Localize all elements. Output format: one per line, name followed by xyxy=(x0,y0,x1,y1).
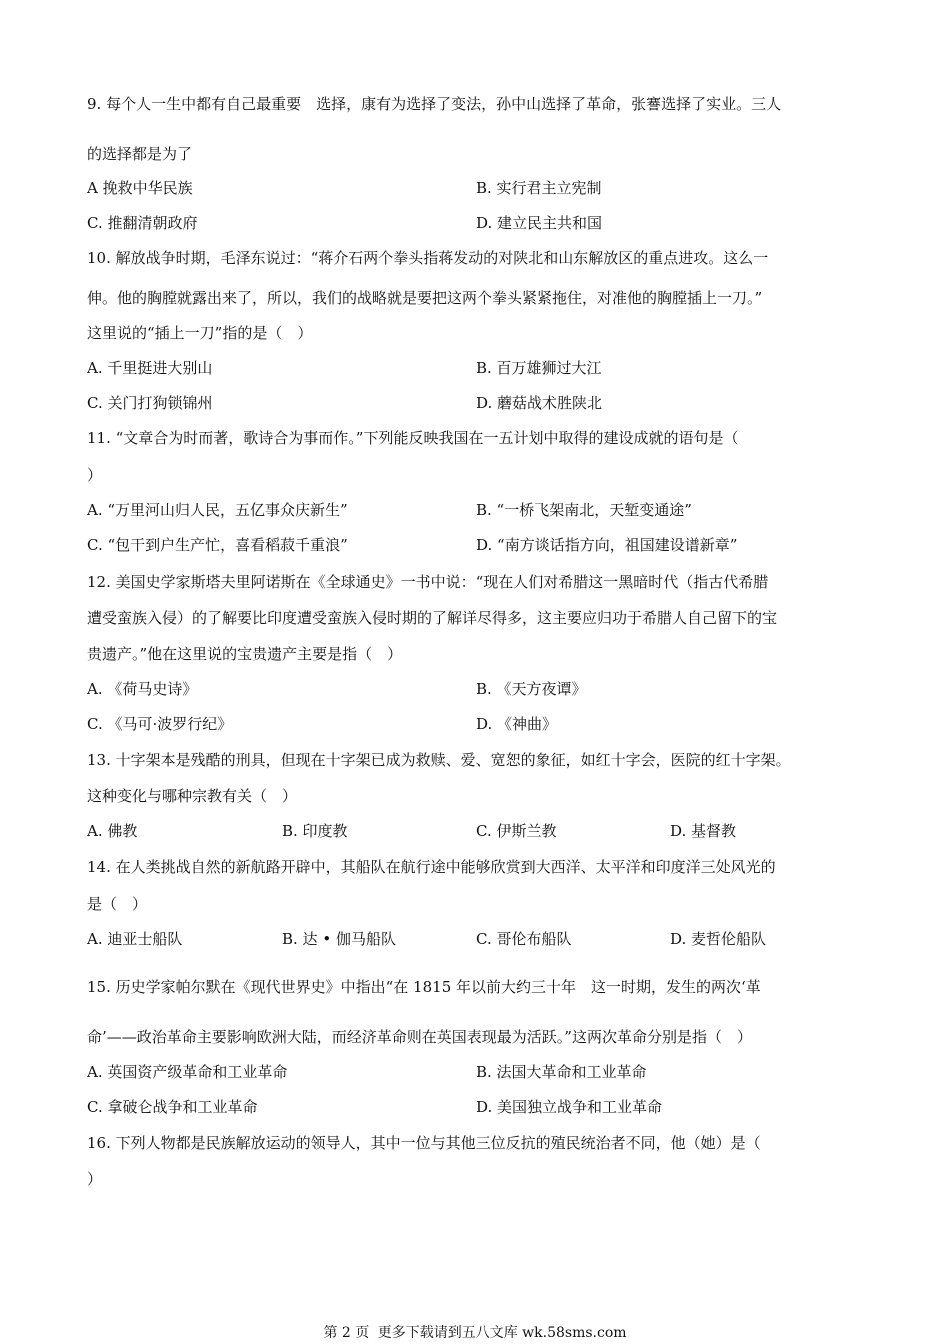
q12-option-d: D. 《神曲》 xyxy=(476,715,558,733)
q13-option-c: C. 伊斯兰教 xyxy=(476,822,557,840)
q14-stem-line-2: 是（ ） xyxy=(87,895,148,913)
q16-stem-line-2: ） xyxy=(87,1170,103,1188)
q15-option-d: D. 美国独立战争和工业革命 xyxy=(476,1098,663,1116)
q9-option-d: D. 建立民主共和国 xyxy=(476,214,603,232)
q12-option-c: C. 《马可·波罗行纪》 xyxy=(87,715,233,733)
q11-option-a: A. “万里河山归人民，五亿事众庆新生” xyxy=(87,501,348,519)
q9-option-a: A 挽救中华民族 xyxy=(87,179,193,197)
q15-option-a: A. 英国资产级革命和工业革命 xyxy=(87,1063,288,1081)
q11-option-c: C. “包干到户生产忙，喜看稻菽千重浪” xyxy=(87,536,348,554)
q14-option-d: D. 麦哲伦船队 xyxy=(670,930,767,948)
q13-stem-line-2: 这种变化与哪种宗教有关（ ） xyxy=(87,787,298,805)
q15-stem-line-1: 15. 历史学家帕尔默在《现代世界史》中指出“在 1815 年以前大约三十年 这一时期，发生的两次‘革 xyxy=(87,978,761,996)
q14-stem-line-1: 14. 在人类挑战自然的新航路开辟中，其船队在航行途中能够欣赏到大西洋、太平洋和印度洋三处风光的 xyxy=(87,858,776,876)
q11-stem-line-1: 11. “文章合为时而著，歌诗合为事而作。”下列能反映我国在一五计划中取得的建设成就的语句是（ xyxy=(87,429,739,447)
q9-stem-line-1: 9. 每个人一生中都有自己最重要 选择，康有为选择了变法，孙中山选择了革命，张謇选择了实业。三人 xyxy=(87,95,782,113)
q10-option-b: B. 百万雄狮过大江 xyxy=(476,359,602,377)
q11-option-b: B. “一桥飞架南北，天堑变通途” xyxy=(476,501,692,519)
q12-stem-line-3: 贵遗产。”他在这里说的宝贵遗产主要是指（ ） xyxy=(87,645,403,663)
q10-stem-line-2: 伸。他的胸膛就露出来了，所以，我们的战略就是要把这两个拳头紧紧拖住，对准他的胸膛插上一刀。” xyxy=(87,289,763,307)
download-promo-link[interactable]: 更多下载请到五八文库 wk.58sms.com xyxy=(377,1325,627,1341)
q13-option-d: D. 基督教 xyxy=(670,822,737,840)
q10-option-a: A. 千里挺进大别山 xyxy=(87,359,213,377)
q9-option-c: C. 推翻清朝政府 xyxy=(87,214,198,232)
q14-option-a: A. 迪亚士船队 xyxy=(87,930,183,948)
q10-stem-line-3: 这里说的“插上一刀”指的是（ ） xyxy=(87,324,313,342)
q14-option-c: C. 哥伦布船队 xyxy=(476,930,572,948)
q10-stem-line-1: 10. 解放战争时期，毛泽东说过：“蒋介石两个拳头指蒋发动的对陕北和山东解放区的重点进攻。这么一 xyxy=(87,249,769,267)
page-footer xyxy=(0,1324,950,1342)
q11-stem-line-2: ） xyxy=(87,466,103,484)
q10-option-c: C. 关门打狗锁锦州 xyxy=(87,394,213,412)
q12-stem-line-2: 遭受蛮族入侵）的了解要比印度遭受蛮族入侵时期的了解详尽得多，这主要应归功于希腊人自己留下的宝 xyxy=(87,609,778,627)
q13-option-a: A. 佛教 xyxy=(87,822,138,840)
q13-stem-line-1: 13. 十字架本是残酷的刑具，但现在十字架已成为救赎、爱、宽恕的象征，如红十字会，医院的红十字架。 xyxy=(87,751,791,769)
q14-option-b: B. 达 • 伽马船队 xyxy=(282,930,396,948)
q12-option-a: A. 《荷马史诗》 xyxy=(87,680,198,698)
q13-option-b: B. 印度教 xyxy=(282,822,348,840)
q16-stem-line-1: 16. 下列人物都是民族解放运动的领导人，其中一位与其他三位反抗的殖民统治者不同，他（她）是（ xyxy=(87,1134,761,1152)
q15-option-c: C. 拿破仑战争和工业革命 xyxy=(87,1098,258,1116)
q9-option-b: B. 实行君主立宪制 xyxy=(476,179,602,197)
q15-stem-line-2: 命’——政治革命主要影响欧洲大陆，而经济革命则在英国表现最为活跃。”这两次革命分别是指（ ） xyxy=(87,1028,752,1046)
q12-option-b: B. 《天方夜谭》 xyxy=(476,680,587,698)
q11-option-d: D. “南方谈话指方向，祖国建设谱新章” xyxy=(476,536,738,554)
q15-option-b: B. 法国大革命和工业革命 xyxy=(476,1063,647,1081)
page-number: 第 2 页 xyxy=(323,1325,370,1341)
q10-option-d: D. 蘑菇战术胜陕北 xyxy=(476,394,603,412)
q12-stem-line-1: 12. 美国史学家斯塔夫里阿诺斯在《全球通史》一书中说：“现在人们对希腊这一黑暗时代（指古代希腊 xyxy=(87,573,769,591)
q9-stem-line-2: 的选择都是为了 xyxy=(87,145,193,163)
